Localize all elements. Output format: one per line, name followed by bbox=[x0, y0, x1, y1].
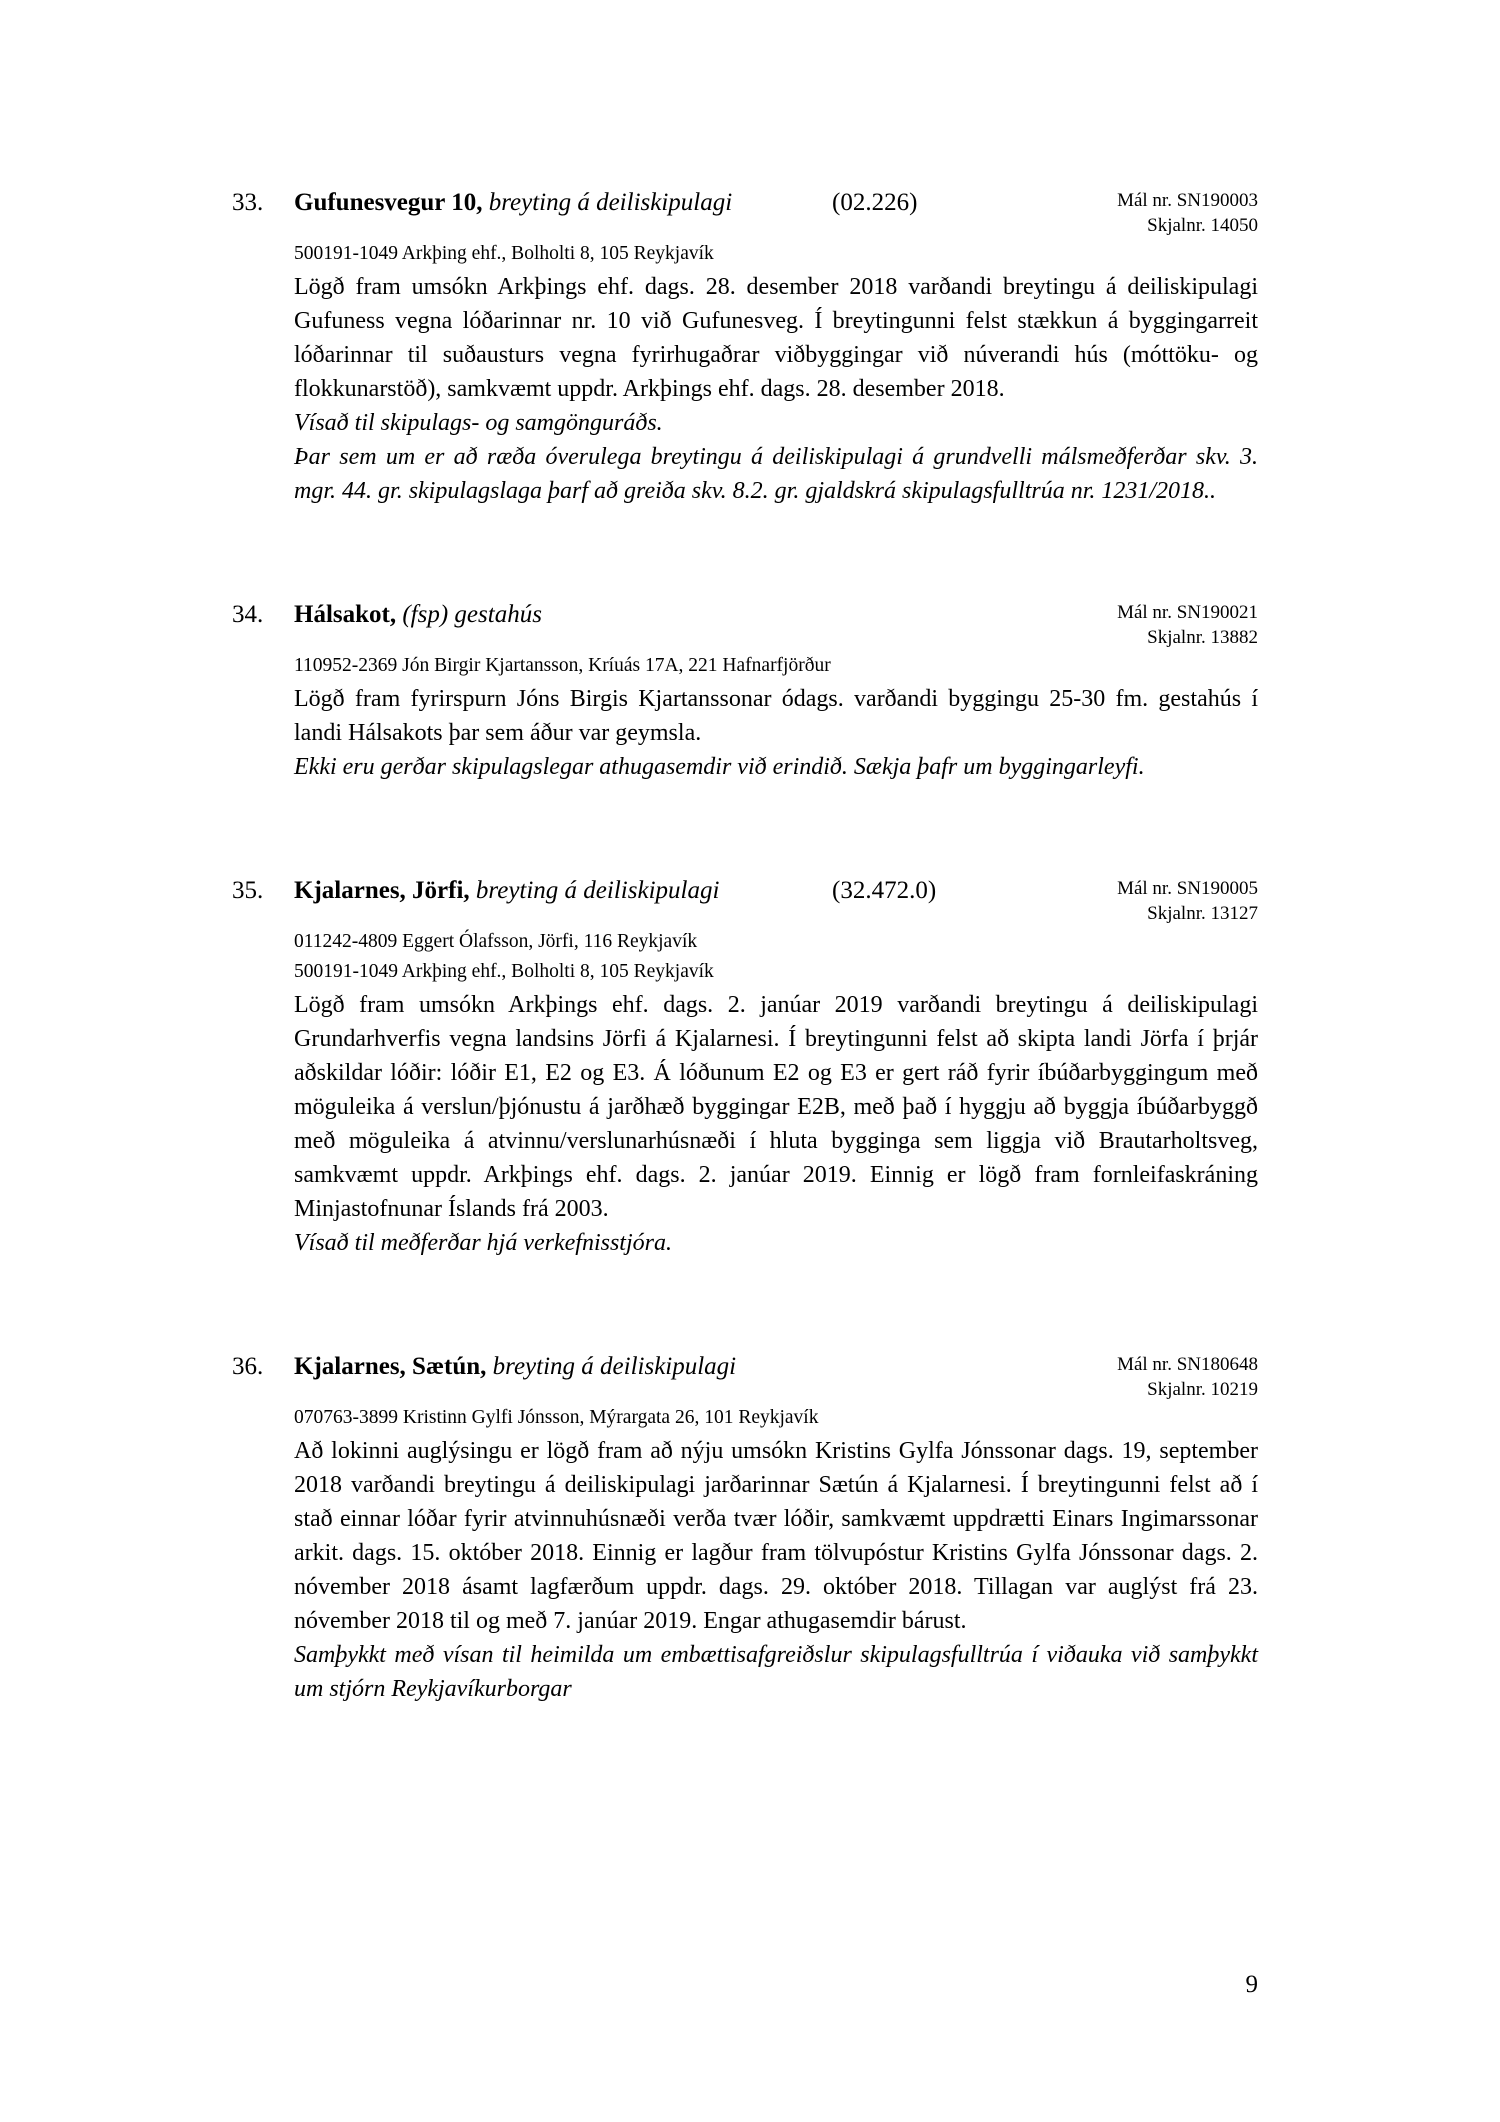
document-number: Skjalnr. 10219 bbox=[1147, 1379, 1258, 1400]
item-heading bbox=[232, 598, 1258, 650]
item-heading bbox=[232, 186, 1258, 238]
agenda-item-36 bbox=[232, 1350, 1258, 1706]
applicant-line: 500191-1049 Arkþing ehf., Bolholti 8, 105 Reykjavík bbox=[294, 243, 714, 264]
item-number: 35. bbox=[232, 877, 264, 904]
item-body bbox=[294, 240, 1258, 508]
item-body bbox=[294, 652, 1258, 784]
item-resolution: Ekki eru gerðar skipulagslegar athugasemdir við erindið. Sækja þafr um byggingarleyfi. bbox=[294, 754, 1145, 780]
agenda-item-34 bbox=[232, 598, 1258, 784]
item-title: Kjalarnes, Jörfi, bbox=[294, 877, 470, 904]
item-title-line bbox=[294, 1350, 1043, 1384]
case-reference bbox=[1043, 1350, 1258, 1402]
applicant-line: 110952-2369 Jón Birgir Kjartansson, Kríuás 17A, 221 Hafnarfjörður bbox=[294, 655, 831, 676]
case-number: Mál nr. SN180648 bbox=[1117, 1354, 1258, 1375]
case-number: Mál nr. SN190005 bbox=[1117, 878, 1258, 899]
item-description: Lögð fram fyrirspurn Jóns Birgis Kjartanssonar ódags. varðandi byggingu 25-30 fm. gestahús í landi Hálsakots þar sem áður var geymsla. bbox=[294, 686, 1258, 746]
item-resolution: Þar sem um er að ræða óverulega breytingu á deiliskipulagi á grundvelli málsmeðferðar skv. 3. mgr. 44. gr. skipulagslaga þarf að greiða skv. 8.2. gr. gjaldskrá skipulagsfulltrúa nr. 1231/2018.. bbox=[294, 444, 1258, 504]
item-subtitle: breyting á deiliskipulagi bbox=[488, 189, 733, 216]
item-title: Gufunesvegur 10, bbox=[294, 189, 483, 216]
case-reference bbox=[1043, 874, 1258, 926]
item-title: Kjalarnes, Sætún, bbox=[294, 1353, 487, 1380]
item-number: 34. bbox=[232, 601, 264, 628]
case-reference bbox=[1043, 598, 1258, 650]
case-reference bbox=[1043, 186, 1258, 238]
applicant-line: 011242-4809 Eggert Ólafsson, Jörfi, 116 Reykjavík bbox=[294, 931, 698, 952]
item-plan-code: (02.226) bbox=[832, 189, 918, 216]
page-number: 9 bbox=[1245, 1971, 1258, 1998]
applicant-line: 070763-3899 Kristinn Gylfi Jónsson, Mýrargata 26, 101 Reykjavík bbox=[294, 1407, 819, 1428]
item-heading bbox=[232, 874, 1258, 926]
applicant-line: 500191-1049 Arkþing ehf., Bolholti 8, 105 Reykjavík bbox=[294, 961, 714, 982]
item-description: Lögð fram umsókn Arkþings ehf. dags. 2. janúar 2019 varðandi breytingu á deiliskipulagi Grundarhverfis vegna landsins Jörfi á Kjalarnesi. Í breytingunni felst að skipta landi Jörfa í þrjár aðskildar lóðir: lóðir E1, E2 og E3. Á lóðunum E2 og E3 er gert ráð fyrir íbúðarbyggingum með möguleika á verslun/þjónustu á jarðhæð byggingar E2B, með það í hyggju að byggja íbúðarbyggð með möguleika á atvinnu/verslunarhúsnæði í hluta bygginga sem liggja við Brautarholtsveg, samkvæmt uppdr. Arkþings ehf. dags. 2. janúar 2019. Einnig er lögð fram fornleifaskráning Minjastofnunar Íslands frá 2003. bbox=[294, 992, 1258, 1222]
item-title: Hálsakot, bbox=[294, 601, 397, 628]
item-resolution: Samþykkt með vísan til heimilda um embættisafgreiðslur skipulagsfulltrúa í viðauka við samþykkt um stjórn Reykjavíkurborgar bbox=[294, 1642, 1258, 1702]
item-title-line bbox=[294, 186, 1043, 220]
document-number: Skjalnr. 14050 bbox=[1147, 215, 1258, 236]
item-plan-code: (32.472.0) bbox=[832, 877, 937, 904]
item-subtitle: breyting á deiliskipulagi bbox=[492, 1353, 737, 1380]
case-number: Mál nr. SN190021 bbox=[1117, 602, 1258, 623]
document-number: Skjalnr. 13882 bbox=[1147, 627, 1258, 648]
item-description: Að lokinni auglýsingu er lögð fram að nýju umsókn Kristins Gylfa Jónssonar dags. 19, september 2018 varðandi breytingu á deiliskipulagi jarðarinnar Sætún á Kjalarnesi. Í breytingunni felst að í stað einnar lóðar fyrir atvinnuhúsnæði verða tvær lóðir, samkvæmt uppdrætti Einars Ingimarssonar arkit. dags. 15. október 2018. Einnig er lagður fram tölvupóstur Kristins Gylfa Jónssonar dags. 2. nóvember 2018 ásamt lagfærðum uppdr. dags. 29. október 2018. Tillagan var auglýst frá 23. nóvember 2018 til og með 7. janúar 2019. Engar athugasemdir bárust. bbox=[294, 1438, 1258, 1634]
item-body bbox=[294, 928, 1258, 1260]
item-subtitle: (fsp) gestahús bbox=[402, 601, 542, 628]
item-heading bbox=[232, 1350, 1258, 1402]
document-number: Skjalnr. 13127 bbox=[1147, 903, 1258, 924]
item-subtitle: breyting á deiliskipulagi bbox=[475, 877, 720, 904]
agenda-item-33 bbox=[232, 186, 1258, 508]
item-title-line bbox=[294, 598, 1043, 632]
case-number: Mál nr. SN190003 bbox=[1117, 190, 1258, 211]
item-body bbox=[294, 1404, 1258, 1706]
minutes-content bbox=[232, 186, 1258, 1796]
item-resolution: Vísað til skipulags- og samgönguráðs. bbox=[294, 410, 663, 436]
item-title-line bbox=[294, 874, 1043, 908]
agenda-item-35 bbox=[232, 874, 1258, 1260]
item-number: 33. bbox=[232, 189, 264, 216]
item-description: Lögð fram umsókn Arkþings ehf. dags. 28. desember 2018 varðandi breytingu á deiliskipulagi Gufuness vegna lóðarinnar nr. 10 við Gufunesveg. Í breytingunni felst stækkun á byggingarreit lóðarinnar til suðausturs vegna fyrirhugaðrar viðbyggingar við núverandi hús (móttöku- og flokkunarstöð), samkvæmt uppdr. Arkþings ehf. dags. 28. desember 2018. bbox=[294, 274, 1258, 402]
item-number: 36. bbox=[232, 1353, 264, 1380]
item-resolution: Vísað til meðferðar hjá verkefnisstjóra. bbox=[294, 1230, 672, 1256]
